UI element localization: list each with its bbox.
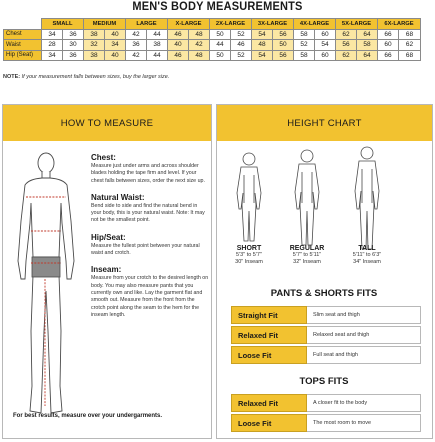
table-cell: 32 bbox=[84, 40, 105, 51]
tops-fits-title: TOPS FITS bbox=[299, 376, 349, 387]
size-header-medium: MEDIUM bbox=[84, 19, 126, 30]
table-cell: 62 bbox=[336, 50, 357, 61]
table-cell: 36 bbox=[63, 50, 84, 61]
hip-instructions: Measure the fullest point between your natural waist and crotch. bbox=[91, 242, 200, 257]
table-cell: 38 bbox=[147, 40, 168, 51]
pants-fit-row bbox=[231, 326, 421, 344]
fit-label: Loose Fit bbox=[231, 346, 307, 364]
table-cell: 52 bbox=[231, 29, 252, 40]
table-cell: 68 bbox=[399, 29, 421, 40]
short-range: 5'3" to 5'7" bbox=[236, 252, 262, 258]
how-to-measure-header: HOW TO MEASURE bbox=[3, 105, 211, 141]
table-cell: 50 bbox=[273, 40, 294, 51]
size-note bbox=[3, 74, 169, 80]
regular-inseam: 32" Inseam bbox=[293, 259, 321, 265]
table-cell: 48 bbox=[189, 29, 210, 40]
height-figures bbox=[217, 145, 431, 255]
chest-title: Chest: bbox=[91, 153, 116, 162]
table-cell: 38 bbox=[84, 50, 105, 61]
pants-fit-row bbox=[231, 346, 421, 364]
table-cell: 66 bbox=[378, 50, 399, 61]
chest-instructions: Measure just under arms and across shoulder blades holding the tape firm and level. If your chest falls between sizes, order the next size up. bbox=[91, 163, 205, 184]
size-header-6xlarge: 6X-LARGE bbox=[378, 19, 421, 30]
tops-fit-row bbox=[231, 394, 421, 412]
table-row-waist bbox=[4, 40, 421, 51]
pants-fit-row bbox=[231, 306, 421, 324]
fit-desc: Full seat and thigh bbox=[307, 346, 421, 364]
table-cell: 34 bbox=[42, 29, 63, 40]
table-cell: 52 bbox=[231, 50, 252, 61]
table-cell: 50 bbox=[210, 50, 231, 61]
fit-label: Relaxed Fit bbox=[231, 394, 307, 412]
table-cell: 64 bbox=[357, 29, 378, 40]
regular-figure bbox=[295, 150, 319, 245]
table-cell: 38 bbox=[84, 29, 105, 40]
fit-label: Relaxed Fit bbox=[231, 326, 307, 344]
table-cell: 40 bbox=[105, 50, 126, 61]
pants-fits-title: PANTS & SHORTS FITS bbox=[270, 288, 378, 299]
measure-instructions bbox=[91, 153, 209, 327]
tall-range: 5'11" to 6'3" bbox=[352, 252, 382, 258]
table-cell: 58 bbox=[294, 29, 315, 40]
fit-desc: Slim seat and thigh bbox=[307, 306, 421, 324]
best-results-note: For best results, measure over your undergarments. bbox=[13, 413, 163, 419]
fit-desc: A closer fit to the body bbox=[307, 394, 421, 412]
table-cell: 44 bbox=[147, 50, 168, 61]
underwear-band bbox=[32, 257, 60, 277]
note-prefix: NOTE: bbox=[3, 74, 21, 80]
waist-title: Natural Waist: bbox=[91, 192, 145, 202]
table-cell: 42 bbox=[126, 29, 147, 40]
table-cell: 50 bbox=[210, 29, 231, 40]
body-measure-figure bbox=[11, 151, 81, 436]
height-chart-header: HEIGHT CHART bbox=[217, 105, 432, 141]
table-cell: 48 bbox=[189, 50, 210, 61]
regular-range: 5'7" to 5'11" bbox=[292, 252, 322, 258]
table-cell: 54 bbox=[252, 29, 273, 40]
table-cell: 68 bbox=[399, 50, 421, 61]
tall-label: TALL bbox=[358, 245, 376, 252]
height-caption-regular bbox=[277, 245, 337, 266]
size-header-3xlarge: 3X-LARGE bbox=[252, 19, 294, 30]
fit-desc: Relaxed seat and thigh bbox=[307, 326, 421, 344]
table-cell: 42 bbox=[189, 40, 210, 51]
table-cell: 42 bbox=[126, 50, 147, 61]
inseam-instructions: Measure from your crotch to the desired length on body. You may also measure pants that you currently own and like. Lay the garment flat and smooth out. Measure from the front from the crotch point along the seam to the hem for the inseam length. bbox=[91, 275, 209, 318]
table-cell: 36 bbox=[63, 29, 84, 40]
table-cell: 54 bbox=[315, 40, 336, 51]
short-inseam: 30" Inseam bbox=[235, 259, 263, 265]
row-label-chest: Chest bbox=[4, 29, 42, 40]
table-cell: 36 bbox=[126, 40, 147, 51]
size-header-5xlarge: 5X-LARGE bbox=[336, 19, 378, 30]
table-cell: 64 bbox=[357, 50, 378, 61]
table-cell: 40 bbox=[168, 40, 189, 51]
how-to-measure-panel bbox=[2, 104, 212, 439]
table-cell: 58 bbox=[294, 50, 315, 61]
table-corner bbox=[4, 19, 42, 30]
table-cell: 46 bbox=[168, 50, 189, 61]
inseam-title: Inseam: bbox=[91, 265, 122, 275]
row-label-hip: Hip (Seat) bbox=[4, 50, 42, 61]
tall-figure bbox=[355, 147, 379, 249]
hip-title: Hip/Seat: bbox=[91, 232, 126, 242]
table-cell: 60 bbox=[315, 29, 336, 40]
fit-label: Straight Fit bbox=[231, 306, 307, 324]
table-cell: 56 bbox=[336, 40, 357, 51]
table-cell: 28 bbox=[42, 40, 63, 51]
table-cell: 34 bbox=[42, 50, 63, 61]
size-header-row bbox=[4, 19, 421, 30]
table-cell: 46 bbox=[168, 29, 189, 40]
table-cell: 46 bbox=[231, 40, 252, 51]
table-cell: 30 bbox=[63, 40, 84, 51]
size-header-large: LARGE bbox=[126, 19, 168, 30]
table-cell: 62 bbox=[399, 40, 421, 51]
size-header-2xlarge: 2X-LARGE bbox=[210, 19, 252, 30]
height-caption-tall bbox=[337, 245, 397, 266]
table-cell: 52 bbox=[294, 40, 315, 51]
row-label-waist: Waist bbox=[4, 40, 42, 51]
table-cell: 44 bbox=[147, 29, 168, 40]
fit-desc: The most room to move bbox=[307, 414, 421, 432]
height-chart-panel bbox=[216, 104, 433, 439]
table-cell: 40 bbox=[105, 29, 126, 40]
table-cell: 66 bbox=[378, 29, 399, 40]
table-cell: 58 bbox=[357, 40, 378, 51]
short-figure bbox=[237, 153, 261, 241]
regular-label: REGULAR bbox=[289, 245, 325, 252]
size-header-small: SMALL bbox=[42, 19, 84, 30]
table-cell: 44 bbox=[210, 40, 231, 51]
note-text: If your measurement falls between sizes, buy the larger size. bbox=[20, 74, 170, 80]
table-cell: 34 bbox=[105, 40, 126, 51]
tall-inseam: 34" Inseam bbox=[353, 259, 381, 265]
short-label: SHORT bbox=[236, 245, 262, 252]
waist-instructions: Bend side to side and find the natural bend in your body, this is your natural waist. Note: It may not be the smallest point. bbox=[91, 202, 205, 224]
height-caption-short bbox=[219, 245, 279, 266]
table-cell: 48 bbox=[252, 40, 273, 51]
size-header-4xlarge: 4X-LARGE bbox=[294, 19, 336, 30]
table-cell: 56 bbox=[273, 29, 294, 40]
page-title: MEN'S BODY MEASUREMENTS bbox=[132, 0, 303, 14]
table-cell: 54 bbox=[252, 50, 273, 61]
table-cell: 60 bbox=[378, 40, 399, 51]
fit-label: Loose Fit bbox=[231, 414, 307, 432]
size-table bbox=[3, 18, 421, 61]
tops-fit-row bbox=[231, 414, 421, 432]
table-cell: 60 bbox=[315, 50, 336, 61]
table-cell: 62 bbox=[336, 29, 357, 40]
table-row-hip bbox=[4, 50, 421, 61]
table-cell: 56 bbox=[273, 50, 294, 61]
table-row-chest bbox=[4, 29, 421, 40]
size-header-xlarge: X-LARGE bbox=[168, 19, 210, 30]
